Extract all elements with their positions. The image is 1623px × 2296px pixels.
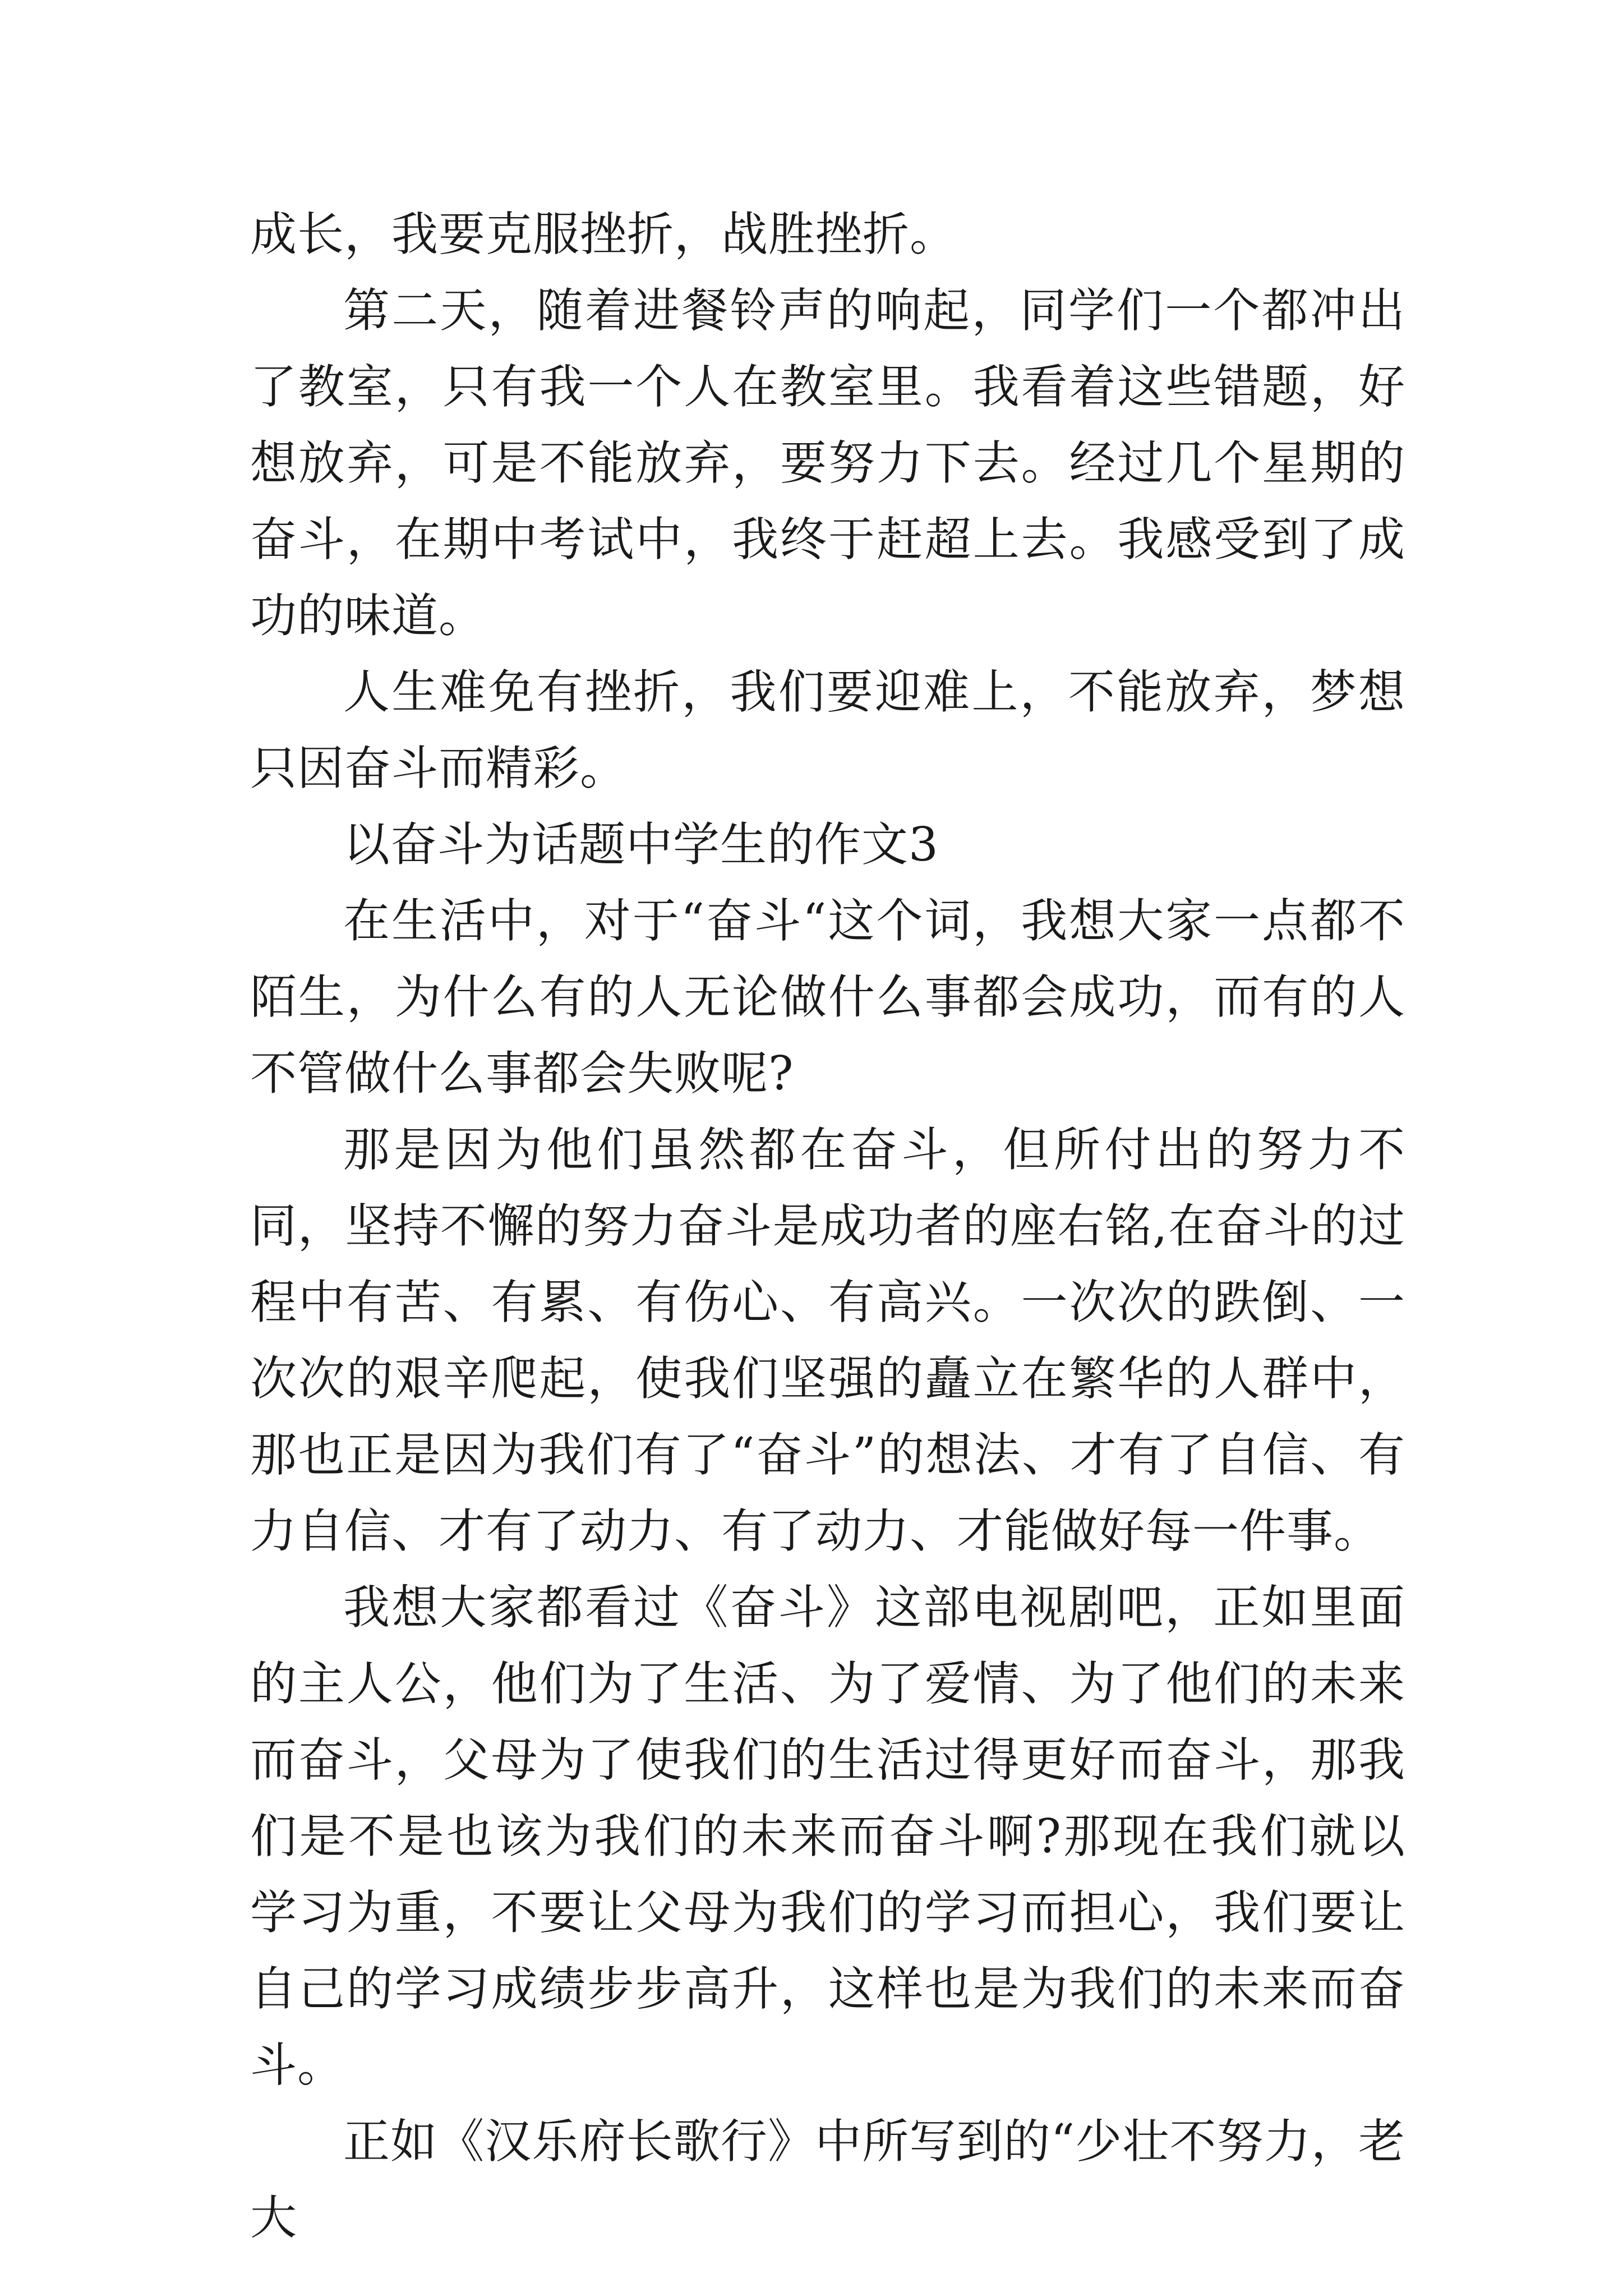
paragraph: 成长，我要克服挫折，战胜挫折。: [250, 207, 957, 261]
document-body: [250, 196, 1405, 2256]
paragraph: 我想大家都看过《奋斗》这部电视剧吧，正如里面的主人公，他们为了生活、为了爱情、为了他们的未来而奋斗，父母为了使我们的生活过得更好而奋斗，那我们是不是也该为我们的未来而奋斗啊?那现在我们就以学习为重，不要让父母为我们的学习而担心，我们要让自己的学习成绩步步高升，这样也是为我们的未来而奋斗。: [250, 1580, 1405, 2092]
paragraph: 正如《汉乐府长歌行》中所写到的“少壮不努力，老大: [250, 2114, 1405, 2245]
paragraph: 人生难免有挫折，我们要迎难上，不能放弃，梦想只因奋斗而精彩。: [250, 665, 1405, 795]
paragraph: 第二天，随着进餐铃声的响起，同学们一个都冲出了教室，只有我一个人在教室里。我看着这些错题，好想放弃，可是不能放弃，要努力下去。经过几个星期的奋斗，在期中考试中，我终于赶超上去。我感受到了成功的味道。: [250, 283, 1405, 643]
paragraph: 在生活中，对于“奋斗“这个词，我想大家一点都不陌生，为什么有的人无论做什么事都会成功，而有的人不管做什么事都会失败呢?: [250, 894, 1405, 1101]
paragraph: 那是因为他们虽然都在奋斗，但所付出的努力不同，坚持不懈的努力奋斗是成功者的座右铭,在奋斗的过程中有苦、有累、有伤心、有高兴。一次次的跌倒、一次次的艰辛爬起，使我们坚强的矗立在繁华的人群中，那也正是因为我们有了“奋斗”的想法、才有了自信、有力自信、才有了动力、有了动力、才能做好每一件事。: [250, 1122, 1405, 1558]
section-heading: 以奋斗为话题中学生的作文3: [343, 817, 939, 872]
